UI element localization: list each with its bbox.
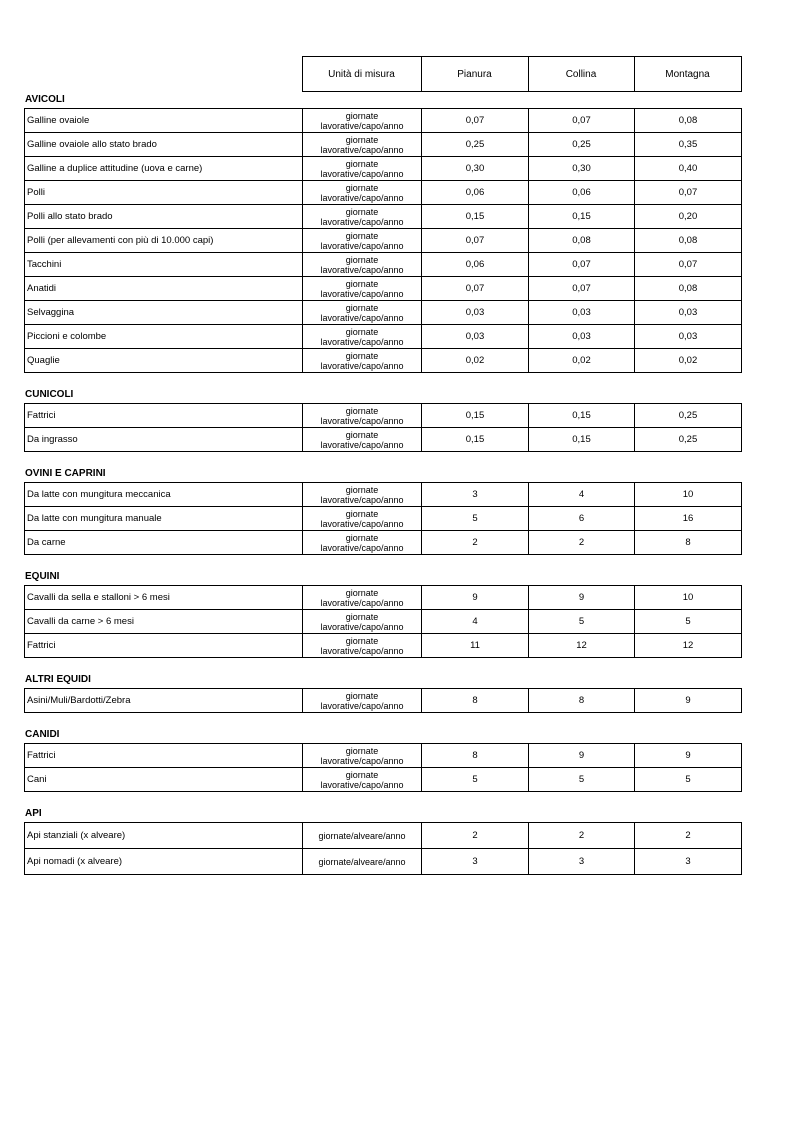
section-table [24, 108, 742, 373]
row-name: Galline ovaiole allo stato brado [25, 133, 303, 157]
value-montagna: 10 [635, 483, 742, 507]
value-montagna: 0,08 [635, 229, 742, 253]
section-altri-equidi [24, 672, 741, 713]
value-collina: 2 [529, 823, 635, 849]
header-pianura: Pianura [421, 57, 528, 92]
row-name: Asini/Muli/Bardotti/Zebra [25, 689, 303, 713]
section-equini [24, 569, 741, 658]
row-name: Fattrici [25, 744, 303, 768]
table-row [25, 507, 742, 531]
value-montagna: 12 [635, 634, 742, 658]
row-unit: giornate lavorative/capo/anno [303, 610, 422, 634]
value-montagna: 0,08 [635, 277, 742, 301]
value-montagna: 0,20 [635, 205, 742, 229]
value-montagna: 0,25 [635, 428, 742, 452]
row-unit: giornate/alveare/anno [303, 823, 422, 849]
value-pianura: 5 [422, 507, 529, 531]
value-pianura: 3 [422, 483, 529, 507]
row-name: Piccioni e colombe [25, 325, 303, 349]
section-table [24, 403, 742, 452]
row-unit: giornate lavorative/capo/anno [303, 181, 422, 205]
header-montagna: Montagna [634, 57, 741, 92]
value-pianura: 4 [422, 610, 529, 634]
value-montagna: 0,02 [635, 349, 742, 373]
value-pianura: 2 [422, 531, 529, 555]
table-row [25, 277, 742, 301]
section-table [24, 585, 742, 658]
row-name: Da latte con mungitura manuale [25, 507, 303, 531]
table-row [25, 483, 742, 507]
value-pianura: 2 [422, 823, 529, 849]
table-row [25, 157, 742, 181]
row-unit: giornate lavorative/capo/anno [303, 349, 422, 373]
section-gap [24, 555, 741, 569]
header-row [24, 57, 741, 92]
table-row [25, 109, 742, 133]
section-title: CANIDI [25, 729, 60, 740]
header-table [24, 56, 742, 92]
row-unit: giornate lavorative/capo/anno [303, 634, 422, 658]
value-pianura: 8 [422, 689, 529, 713]
row-name: Da carne [25, 531, 303, 555]
table-row [25, 768, 742, 792]
value-collina: 0,02 [529, 349, 635, 373]
row-unit: giornate lavorative/capo/anno [303, 157, 422, 181]
table-row [25, 301, 742, 325]
value-collina: 0,03 [529, 325, 635, 349]
value-pianura: 0,15 [422, 205, 529, 229]
header-unit: Unità di misura [302, 57, 421, 92]
header-blank [24, 57, 302, 92]
row-unit: giornate lavorative/capo/anno [303, 301, 422, 325]
section-ovini-e-caprini [24, 466, 741, 555]
value-pianura: 0,03 [422, 301, 529, 325]
header-collina: Collina [528, 57, 634, 92]
value-montagna: 3 [635, 849, 742, 875]
value-montagna: 16 [635, 507, 742, 531]
table-row [25, 253, 742, 277]
row-name: Cani [25, 768, 303, 792]
value-montagna: 0,03 [635, 325, 742, 349]
row-name: Fattrici [25, 634, 303, 658]
value-montagna: 0,25 [635, 404, 742, 428]
row-unit: giornate lavorative/capo/anno [303, 744, 422, 768]
value-collina: 0,07 [529, 109, 635, 133]
table-row [25, 229, 742, 253]
row-name: Polli [25, 181, 303, 205]
section-title: CUNICOLI [25, 389, 74, 400]
row-name: Quaglie [25, 349, 303, 373]
value-pianura: 5 [422, 768, 529, 792]
value-collina: 3 [529, 849, 635, 875]
value-pianura: 0,03 [422, 325, 529, 349]
value-montagna: 0,07 [635, 253, 742, 277]
value-montagna: 0,07 [635, 181, 742, 205]
row-name: Selvaggina [25, 301, 303, 325]
value-collina: 9 [529, 744, 635, 768]
table-row [25, 349, 742, 373]
row-unit: giornate lavorative/capo/anno [303, 768, 422, 792]
document [24, 56, 741, 875]
row-unit: giornate lavorative/capo/anno [303, 586, 422, 610]
row-name: Anatidi [25, 277, 303, 301]
row-name: Cavalli da carne > 6 mesi [25, 610, 303, 634]
row-unit: giornate lavorative/capo/anno [303, 205, 422, 229]
value-collina: 12 [529, 634, 635, 658]
value-montagna: 0,40 [635, 157, 742, 181]
value-collina: 0,07 [529, 253, 635, 277]
row-name: Fattrici [25, 404, 303, 428]
table-row [25, 205, 742, 229]
table-row [25, 325, 742, 349]
table-row [25, 404, 742, 428]
row-unit: giornate lavorative/capo/anno [303, 689, 422, 713]
table-row [25, 428, 742, 452]
value-pianura: 3 [422, 849, 529, 875]
value-pianura: 0,07 [422, 229, 529, 253]
value-pianura: 0,15 [422, 428, 529, 452]
value-collina: 9 [529, 586, 635, 610]
table-row [25, 744, 742, 768]
value-pianura: 0,02 [422, 349, 529, 373]
table-row [25, 634, 742, 658]
value-collina: 8 [529, 689, 635, 713]
value-pianura: 9 [422, 586, 529, 610]
value-pianura: 0,06 [422, 181, 529, 205]
table-row [25, 133, 742, 157]
value-collina: 0,06 [529, 181, 635, 205]
value-montagna: 0,35 [635, 133, 742, 157]
value-montagna: 9 [635, 744, 742, 768]
row-unit: giornate lavorative/capo/anno [303, 428, 422, 452]
sections-container [24, 92, 741, 875]
section-table [24, 743, 742, 792]
section-title: EQUINI [25, 571, 60, 582]
value-collina: 6 [529, 507, 635, 531]
row-unit: giornate lavorative/capo/anno [303, 483, 422, 507]
row-unit: giornate lavorative/capo/anno [303, 109, 422, 133]
table-row [25, 823, 742, 849]
value-pianura: 0,07 [422, 109, 529, 133]
value-montagna: 5 [635, 610, 742, 634]
row-unit: giornate lavorative/capo/anno [303, 404, 422, 428]
value-collina: 0,25 [529, 133, 635, 157]
row-name: Api stanziali (x alveare) [25, 823, 303, 849]
value-collina: 0,07 [529, 277, 635, 301]
section-avicoli [24, 92, 741, 373]
table-row [25, 181, 742, 205]
row-name: Cavalli da sella e stalloni > 6 mesi [25, 586, 303, 610]
value-montagna: 10 [635, 586, 742, 610]
value-collina: 0,15 [529, 205, 635, 229]
row-unit: giornate lavorative/capo/anno [303, 253, 422, 277]
section-title: OVINI E CAPRINI [25, 468, 106, 479]
value-montagna: 2 [635, 823, 742, 849]
section-gap [24, 373, 741, 387]
row-unit: giornate/alveare/anno [303, 849, 422, 875]
value-collina: 0,15 [529, 428, 635, 452]
row-name: Polli (per allevamenti con più di 10.000 capi) [25, 229, 303, 253]
row-unit: giornate lavorative/capo/anno [303, 325, 422, 349]
row-name: Polli allo stato brado [25, 205, 303, 229]
section-gap [24, 713, 741, 727]
value-collina: 0,03 [529, 301, 635, 325]
row-name: Galline a duplice attitudine (uova e carne) [25, 157, 303, 181]
row-name: Da ingrasso [25, 428, 303, 452]
value-montagna: 5 [635, 768, 742, 792]
value-montagna: 0,03 [635, 301, 742, 325]
value-pianura: 0,25 [422, 133, 529, 157]
value-pianura: 0,15 [422, 404, 529, 428]
value-montagna: 8 [635, 531, 742, 555]
value-pianura: 11 [422, 634, 529, 658]
table-row [25, 586, 742, 610]
value-pianura: 0,07 [422, 277, 529, 301]
value-collina: 5 [529, 768, 635, 792]
value-collina: 0,30 [529, 157, 635, 181]
value-montagna: 9 [635, 689, 742, 713]
section-table [24, 688, 742, 713]
row-unit: giornate lavorative/capo/anno [303, 229, 422, 253]
row-unit: giornate lavorative/capo/anno [303, 531, 422, 555]
row-name: Galline ovaiole [25, 109, 303, 133]
value-pianura: 8 [422, 744, 529, 768]
section-cunicoli [24, 387, 741, 452]
value-collina: 5 [529, 610, 635, 634]
section-title: API [25, 808, 42, 819]
section-title: AVICOLI [25, 94, 65, 105]
section-table [24, 822, 742, 875]
value-collina: 0,08 [529, 229, 635, 253]
section-title: ALTRI EQUIDI [25, 674, 91, 685]
table-row [25, 849, 742, 875]
row-name: Api nomadi (x alveare) [25, 849, 303, 875]
row-unit: giornate lavorative/capo/anno [303, 133, 422, 157]
section-table [24, 482, 742, 555]
section-gap [24, 658, 741, 672]
value-pianura: 0,30 [422, 157, 529, 181]
row-name: Da latte con mungitura meccanica [25, 483, 303, 507]
value-collina: 2 [529, 531, 635, 555]
row-unit: giornate lavorative/capo/anno [303, 277, 422, 301]
value-collina: 0,15 [529, 404, 635, 428]
value-montagna: 0,08 [635, 109, 742, 133]
value-collina: 4 [529, 483, 635, 507]
value-pianura: 0,06 [422, 253, 529, 277]
table-row [25, 689, 742, 713]
table-row [25, 531, 742, 555]
section-canidi [24, 727, 741, 792]
row-unit: giornate lavorative/capo/anno [303, 507, 422, 531]
section-gap [24, 452, 741, 466]
section-api [24, 806, 741, 875]
row-name: Tacchini [25, 253, 303, 277]
section-gap [24, 792, 741, 806]
table-row [25, 610, 742, 634]
